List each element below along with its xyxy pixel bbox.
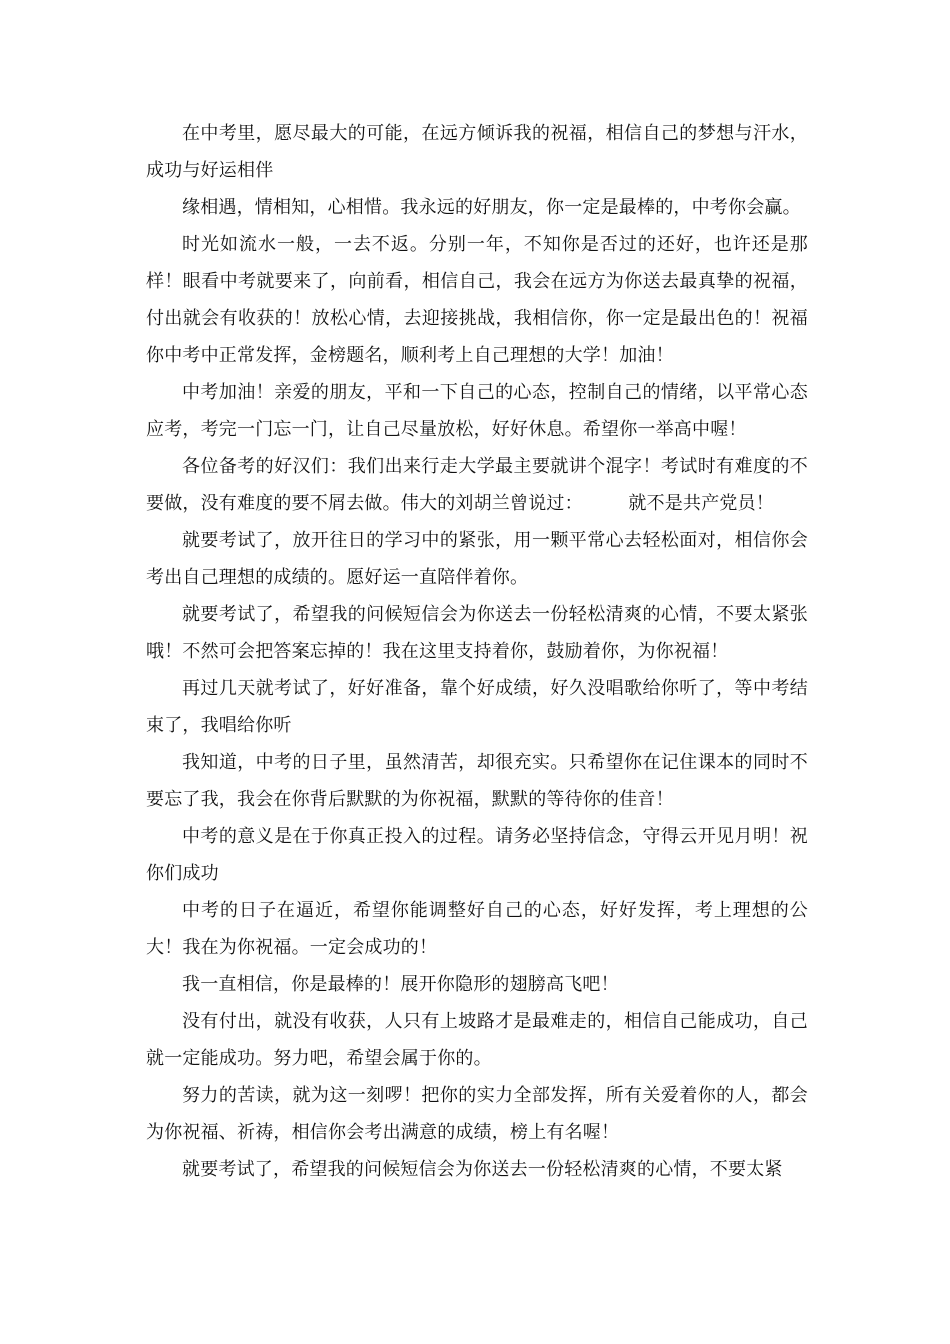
paragraph-6: 就要考试了，放开往日的学习中的紧张，用一颗平常心去轻松面对，相信你会考出自己理想的成绩的。愿好运一直陪伴着你。 bbox=[146, 530, 808, 588]
paragraph-12: 我一直相信，你是最棒的！展开你隐形的翅膀高飞吧！ bbox=[182, 974, 619, 995]
paragraph-5: 各位备考的好汉们：我们出来行走大学最主要就讲个混字！考试时有难度的不要做，没有难度的要不屑去做。伟大的刘胡兰曾说过： 就不是共产党员！ bbox=[146, 456, 808, 514]
paragraph-4: 中考加油！亲爱的朋友，平和一下自己的心态，控制自己的情绪，以平常心态应考，考完一门忘一门，让自己尽量放松，好好休息。希望你一举高中喔！ bbox=[146, 382, 808, 440]
paragraph-3: 时光如流水一般，一去不返。分别一年，不知你是否过的还好，也许还是那样！眼看中考就要来了，向前看，相信自己，我会在远方为你送去最真挚的祝福，付出就会有收获的！放松心情，去迎接挑战，我相信你，你一定是最出色的！祝福你中考中正常发挥，金榜题名，顺利考上自己理想的大学！加油！ bbox=[146, 234, 808, 366]
paragraph-15: 就要考试了，希望我的问候短信会为你送去一份轻松清爽的心情，不要太紧 bbox=[182, 1159, 783, 1180]
paragraph-8: 再过几天就考试了，好好准备，靠个好成绩，好久没唱歌给你听了，等中考结束了，我唱给你听 bbox=[146, 678, 808, 736]
paragraph-14: 努力的苦读，就为这一刻啰！把你的实力全部发挥，所有关爱着你的人，都会为你祝福、祈祷，相信你会考出满意的成绩，榜上有名喔！ bbox=[146, 1085, 808, 1143]
paragraph-2: 缘相遇，情相知，心相惜。我永远的好朋友，你一定是最棒的，中考你会赢。 bbox=[182, 197, 801, 218]
paragraph-13: 没有付出，就没有收获，人只有上坡路才是最难走的，相信自己能成功，自己就一定能成功。努力吧，希望会属于你的。 bbox=[146, 1011, 808, 1069]
paragraph-10: 中考的意义是在于你真正投入的过程。请务必坚持信念，守得云开见月明！祝你们成功 bbox=[146, 826, 808, 884]
document-body bbox=[146, 115, 808, 1188]
paragraph-1: 在中考里，愿尽最大的可能，在远方倾诉我的祝福，相信自己的梦想与汗水，成功与好运相伴 bbox=[146, 123, 808, 181]
paragraph-11: 中考的日子在逼近，希望你能调整好自己的心态，好好发挥，考上理想的公大！我在为你祝福。一定会成功的！ bbox=[146, 900, 808, 958]
paragraph-7: 就要考试了，希望我的问候短信会为你送去一份轻松清爽的心情，不要太紧张哦！不然可会把答案忘掉的！我在这里支持着你，鼓励着你，为你祝福！ bbox=[146, 604, 808, 662]
paragraph-9: 我知道，中考的日子里，虽然清苦，却很充实。只希望你在记住课本的同时不要忘了我，我会在你背后默默的为你祝福，默默的等待你的佳音！ bbox=[146, 752, 808, 810]
